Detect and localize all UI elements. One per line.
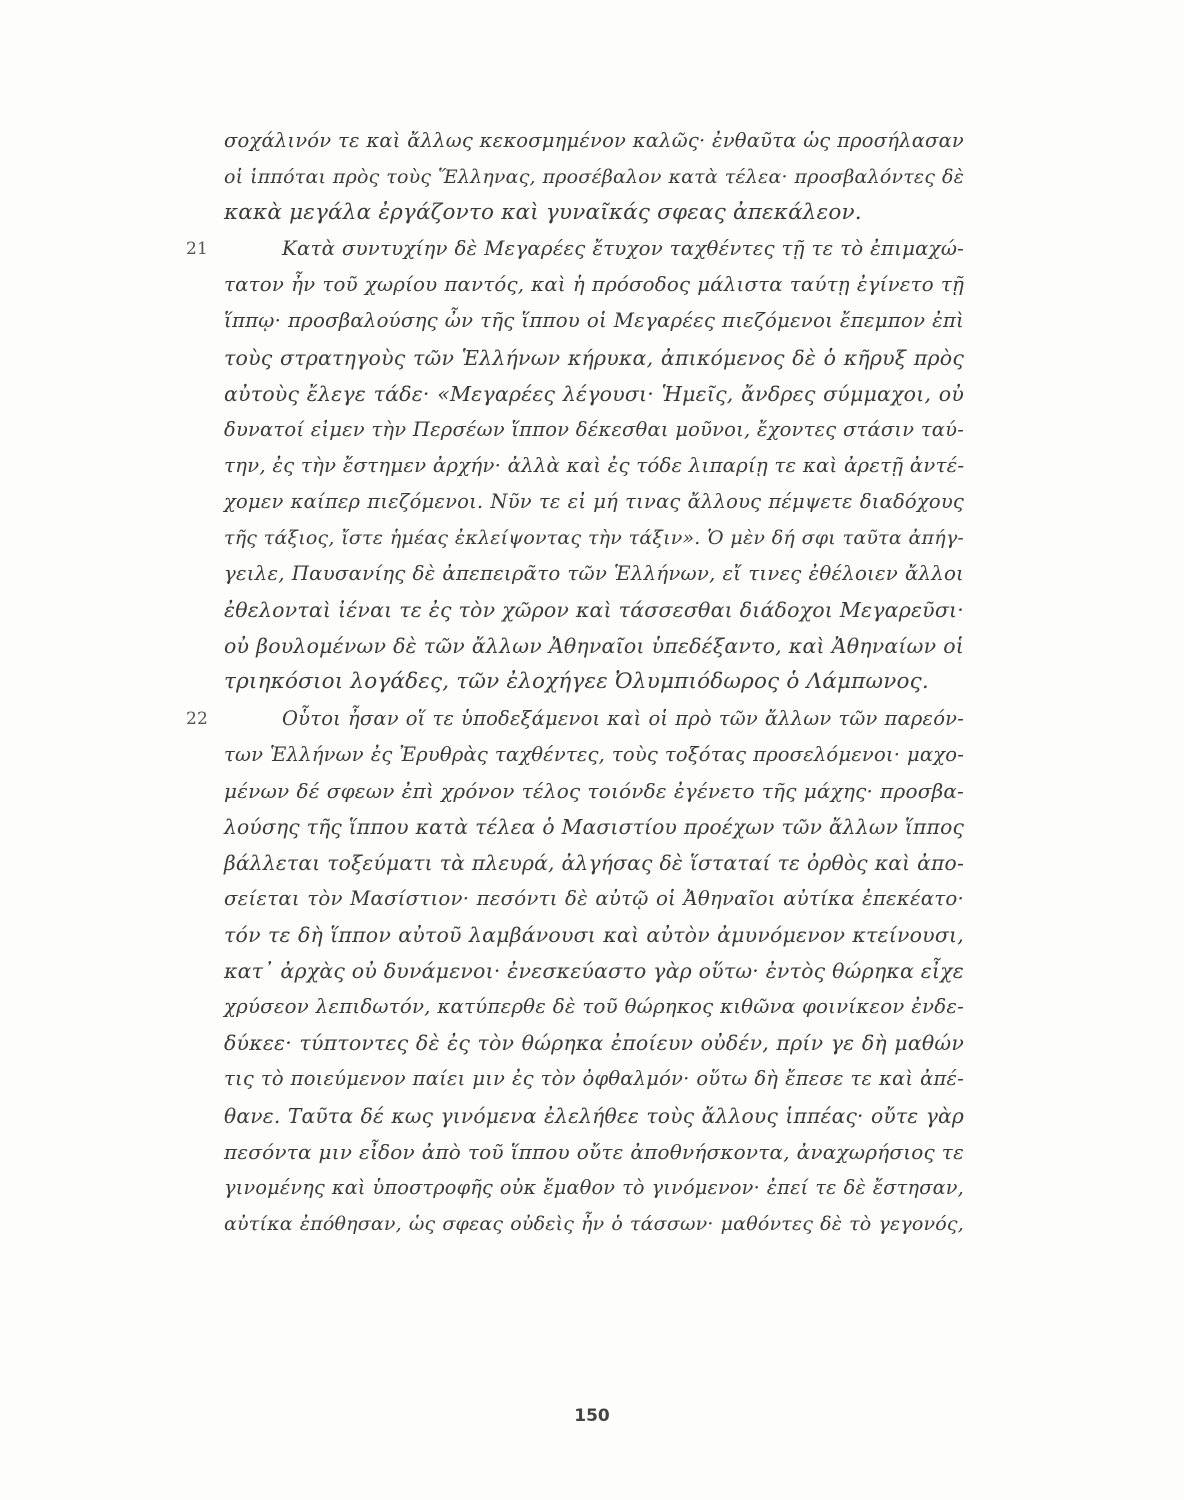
text-line: λούσης τῆς ἵππου κατὰ τέλεα ὁ Μασιστίου προέχων τῶν ἄλλων ἵππος: [224, 814, 964, 839]
text-line: σείεται τὸν Μασίστιον· πεσόντι δὲ αὐτῷ οἱ Ἀθηναῖοι αὐτίκα ἐπεκέατο·: [224, 886, 964, 910]
text-line: τριηκόσιοι λογάδες, τῶν ἐλοχήγεε Ὀλυμπιόδωρος ὁ Λάμπωνος.: [224, 669, 929, 695]
text-line: τοὺς στρατηγοὺς τῶν Ἑλλήνων κήρυκα, ἀπικόμενος δὲ ὁ κῆρυξ πρὸς: [224, 345, 964, 370]
text-line: γινομένης καὶ ὑποστροφῆς οὐκ ἔμαθον τὸ γινόμενον· ἐπεί τε δὲ ἔστησαν,: [224, 1175, 964, 1199]
text-line: δύκεε· τύπτοντες δὲ ἐς τὸν θώρηκα ἐποίευν οὐδέν, πρίν γε δὴ μαθών: [224, 1031, 964, 1056]
text-line: 22 Οὗτοι ἦσαν οἵ τε ὑποδεξάμενοι καὶ οἱ πρὸ τῶν ἄλλων τῶν παρεόν-: [224, 701, 964, 737]
text-line: οἱ ἱππόται πρὸς τοὺς Ἕλληνας, προσέβαλον κατὰ τέλεα· προσβαλόντες δὲ: [224, 166, 964, 189]
text-line: κατ᾽ ἀρχὰς οὐ δυνάμενοι· ἐνεσκεύαστο γὰρ οὕτω· ἐντὸς θώρηκα εἶχε: [224, 959, 964, 984]
text-line: 21 Κατὰ συντυχίην δὲ Μεγαρέες ἔτυχον ταχθέντες τῇ τε τὸ ἐπιμαχώ-: [224, 231, 964, 267]
text-line: βάλλεται τοξεύματι τὰ πλευρά, ἀλγήσας δὲ ἵσταταί τε ὀρθὸς καὶ ἀπο-: [224, 850, 964, 875]
text-line: ἐθελονταὶ ἰέναι τε ἐς τὸν χῶρον καὶ τάσσεσθαι διάδοχοι Μεγαρεῦσι·: [224, 598, 964, 623]
text-line: πεσόντα μιν εἶδον ἀπὸ τοῦ ἵππου οὔτε ἀποθνήσκοντα, ἀναχωρήσιος τε: [224, 1139, 964, 1164]
text-line: τῆς τάξιος, ἴστε ἡμέας ἐκλείψοντας τὴν τάξιν». Ὁ μὲν δή σφι ταῦτα ἀπήγ-: [224, 527, 964, 550]
text-line: χρύσεον λεπιδωτόν, κατύπερθε δὲ τοῦ θώρηκος κιθῶνα φοινίκεον ἐνδε-: [224, 995, 964, 1019]
text-line: τις τὸ ποιεύμενον παίει μιν ἐς τὸν ὀφθαλμόν· οὕτω δὴ ἔπεσε τε καὶ ἀπέ-: [224, 1067, 964, 1091]
text-line: χομεν καίπερ πιεζόμενοι. Νῦν τε εἰ μή τινας ἄλλους πέμψετε διαδόχους: [224, 489, 964, 513]
text-line: σοχάλινόν τε καὶ ἄλλως κεκοσμημένον καλῶς· ἐνθαῦτα ὡς προσήλασαν: [224, 129, 964, 152]
text-line: κακὰ μεγάλα ἐργάζοντο καὶ γυναῖκάς σφεας ἀπεκάλεον.: [224, 200, 862, 226]
text-line: οὐ βουλομένων δὲ τῶν ἄλλων Ἀθηναῖοι ὑπεδέξαντο, καὶ Ἀθηναίων οἱ: [224, 634, 964, 659]
text-line: τατον ἦν τοῦ χωρίου παντός, καὶ ἡ πρόσοδος μάλιστα ταύτῃ ἐγίνετο τῇ: [224, 273, 964, 297]
text-line: θανε. Ταῦτα δέ κως γινόμενα ἐλελήθεε τοὺς ἄλλους ἱππέας· οὔτε γὰρ: [224, 1103, 964, 1128]
text-line: τόν τε δὴ ἵππον αὐτοῦ λαμβάνουσι καὶ αὐτὸν ἀμυνόμενον κτείνουσι,: [224, 923, 964, 948]
text-line: γειλε, Παυσανίης δὲ ἀπεπειρᾶτο τῶν Ἑλλήνων, εἴ τινες ἐθέλοιεν ἄλλοι: [224, 562, 964, 586]
text-line: αὐτίκα ἐπόθησαν, ὡς σφεας οὐδεὶς ἦν ὁ τάσσων· μαθόντες δὲ τὸ γεγονός,: [224, 1212, 964, 1235]
page-number: 150: [574, 1406, 610, 1426]
section-number: 21: [186, 239, 209, 260]
text-line: μένων δέ σφεων ἐπὶ χρόνον τέλος τοιόνδε ἐγένετο τῆς μάχης· προσβα-: [224, 778, 964, 803]
text-line: δυνατοί εἰμεν τὴν Περσέων ἵππον δέκεσθαι μοῦνοι, ἔχοντες στάσιν ταύ-: [224, 417, 964, 441]
text-line: αὐτοὺς ἔλεγε τάδε· «Μεγαρέες λέγουσι· Ἡμεῖς, ἄνδρες σύμμαχοι, οὐ: [224, 381, 964, 406]
text-line: ἵππῳ· προσβαλούσης ὦν τῆς ἵππου οἱ Μεγαρέες πιεζόμενοι ἔπεμπον ἐπὶ: [224, 309, 964, 333]
greek-text-body: [186, 123, 965, 1242]
section-number: 22: [186, 708, 209, 729]
text-line: την, ἐς τὴν ἔστημεν ἀρχήν· ἀλλὰ καὶ ἐς τόδε λιπαρίῃ τε καὶ ἀρετῇ ἀντέ-: [224, 453, 965, 477]
text-line: των Ἑλλήνων ἐς Ἐρυθρὰς ταχθέντες, τοὺς τοξότας προσελόμενοι· μαχο-: [224, 742, 964, 766]
